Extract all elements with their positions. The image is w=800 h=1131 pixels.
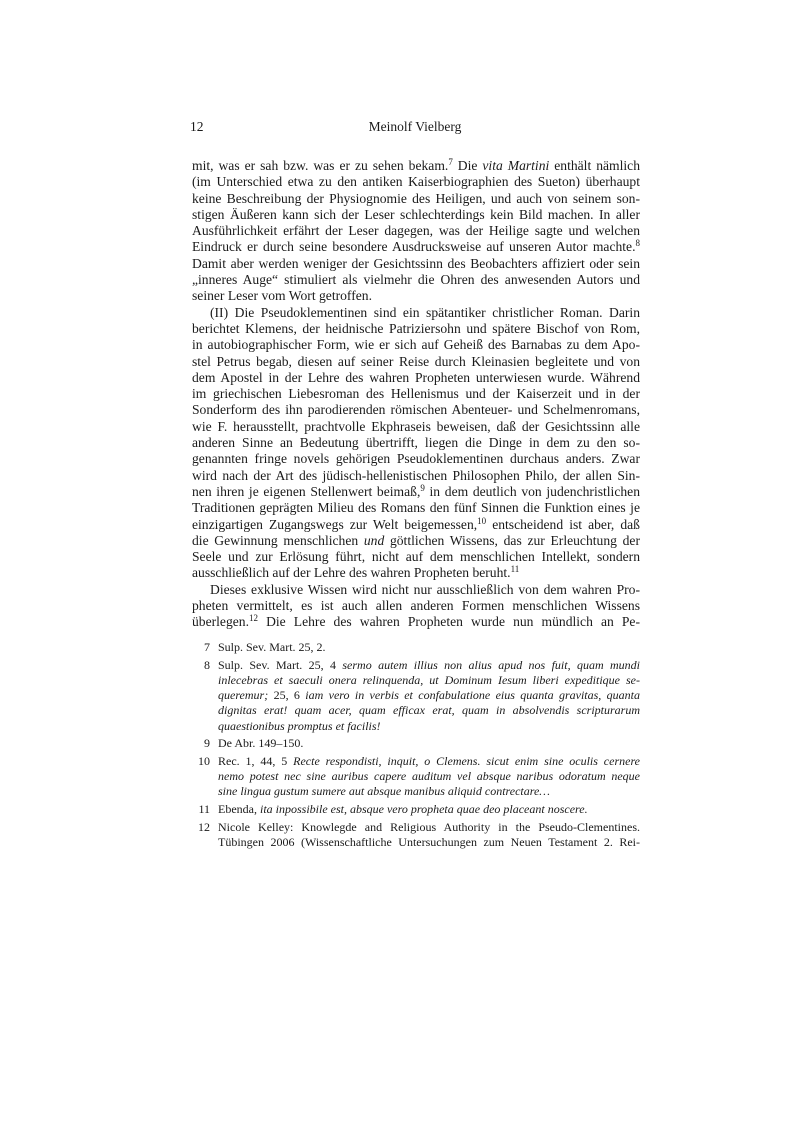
footnote-ref: 12 (249, 613, 258, 624)
paragraph (192, 158, 640, 305)
text-line (192, 191, 640, 207)
footnote-ref: 11 (510, 564, 520, 575)
text-run: Die (452, 158, 483, 173)
footnote-ref: 7 (448, 157, 453, 167)
text-run: genannten fringe novels gehörigen Pseudoklementinen durchaus anders. Zwar (192, 451, 640, 467)
text-run: Ausführlichkeit erfährt der Leser dagegen, was der Heilige sagte und welchen (192, 223, 640, 239)
footnotes (192, 640, 640, 853)
text-run: in dem deutlich von judenchristlichen (424, 483, 640, 499)
text-line (192, 321, 640, 337)
main-text (192, 158, 640, 631)
text-run: überlegen. (192, 614, 249, 630)
text-run: nen ihren je eigenen Stellenwert beimaß, (192, 483, 421, 499)
italic-text: iam vero in verbis et confabulatione eius quanta gravitas, quanta (305, 688, 640, 703)
text-line (192, 223, 640, 239)
text-run: stel Petrus begab, diesen auf seiner Reise durch Kleinasien begleitete und von (192, 353, 640, 369)
text-line (192, 598, 640, 614)
text-line (192, 386, 640, 402)
text-line (192, 288, 640, 304)
footnote-ref: 8 (635, 238, 640, 249)
text-line (192, 239, 640, 255)
text-run: anderen Sinne an Bedeutung übertrifft, liegen die Dinge in dem zu den so- (192, 435, 640, 451)
text-line (192, 419, 640, 435)
footnote-number: 8 (204, 657, 210, 672)
text-line (192, 484, 640, 500)
text-line (192, 158, 640, 174)
footnote-line (218, 769, 640, 784)
text-run: keine Beschreibung der Physiognomie des Heiligen, und auch von seinem son- (192, 190, 640, 206)
footnote-line (218, 703, 640, 718)
text-run: Sulp. Sev. Mart. 25, 2. (218, 640, 326, 654)
footnote-line (218, 820, 640, 835)
footnote (192, 820, 640, 850)
footnote-line (218, 784, 640, 799)
footnote-line (218, 673, 640, 688)
italic-text: quaestionibus promptus et facilis! (218, 718, 381, 733)
text-run: Rec. 1, 44, 5 (218, 754, 294, 769)
footnote-ref: 9 (420, 482, 425, 493)
footnote (192, 658, 640, 734)
text-run: entscheidend ist aber, daß (486, 516, 640, 532)
footnote-line (218, 658, 640, 673)
text-line (192, 305, 640, 321)
footnote-number: 9 (204, 736, 210, 751)
text-line (192, 533, 640, 549)
footnote-line (218, 719, 640, 734)
text-run: Sonderform des ihn parodierenden römischen Abenteuer- und Schelmenromans, (192, 402, 640, 418)
footnote-number: 12 (198, 820, 210, 835)
text-run: im griechischen Liebesroman des Hellenismus und der Kaiserzeit und in der (192, 386, 640, 402)
text-run: stigen Äußeren kann sich der Leser schlechterdings kein Bild machen. In aller (192, 206, 640, 222)
text-line (192, 174, 640, 190)
text-run: Seele und zur Erlösung führt, nicht auf dem menschlichen Intellekt, sondern (192, 549, 640, 565)
text-line (192, 517, 640, 533)
text-run: berichtet Klemens, der heidnische Patriziersohn und spätere Bischof von Rom, (192, 320, 640, 336)
text-line (192, 435, 640, 451)
italic-text: sine lingua gustum sumere aut absque manibus aliquid contrectare… (218, 784, 550, 799)
text-run: Eindruck er durch seine besondere Ausdrucksweise auf unseren Autor machte. (192, 239, 636, 255)
italic-text: vita Martini (482, 158, 550, 173)
text-run: Traditionen geprägten Milieu des Romans den fünf Sinnen die Funktion eines je (192, 500, 640, 516)
italic-text: dignitas erat! quam acer, quam efficax erat, quam in absolvendis scripturarum (218, 703, 640, 718)
text-run: wird nach der Art des jüdisch-hellenistischen Philosophen Philo, der allen Sin- (192, 467, 640, 483)
text-run: Die Lehre des wahren Propheten wurde nun mündlich an Pe- (258, 614, 640, 630)
footnote (192, 754, 640, 800)
text-line (192, 337, 640, 353)
text-line (192, 565, 640, 581)
text-run: Tübingen 2006 (Wissenschaftliche Untersuchungen zum Neuen Testament 2. Rei- (218, 835, 640, 850)
italic-text: und (363, 532, 385, 548)
footnote-line (218, 754, 640, 769)
text-run: (im Unterschied etwa zu den antiken Kaiserbiographien des Sueton) überhaupt (192, 174, 640, 190)
text-run: Dieses exklusive Wissen wird nicht nur ausschließlich von dem wahren Pro- (210, 581, 640, 597)
footnote-line (218, 835, 640, 850)
italic-text: nemo potest nec sine auribus capere auditum vel absque naribus odoratum neque (218, 769, 640, 784)
text-line (192, 582, 640, 598)
text-run: Damit aber werden weniger der Gesichtssinn des Beobachters affiziert oder sein (192, 255, 640, 271)
text-line (192, 500, 640, 516)
text-run: 25, 6 (268, 688, 306, 703)
text-line (192, 549, 640, 565)
italic-text: Recte respondisti, inquit, o Clemens. sicut enim sine oculis cernere (293, 754, 641, 769)
footnote (192, 736, 640, 751)
text-run: (II) Die Pseudoklementinen sind ein spätantiker christlicher Roman. Darin (210, 304, 640, 320)
text-run: Sulp. Sev. Mart. 25, 4 (218, 657, 343, 672)
paragraph (192, 305, 640, 582)
text-line (192, 354, 640, 370)
text-run: einzigartigen Zugangswegs zur Welt beigemessen, (192, 516, 478, 532)
text-run: „inneres Auge“ stimuliert als vielmehr die Ohren des anwesenden Autors und (192, 272, 640, 288)
text-run: dem Apostel in der Lehre des wahren Propheten unterwiesen wurde. Während (192, 369, 640, 385)
text-line (192, 272, 640, 288)
text-line (192, 451, 640, 467)
text-run: in autobiographischer Form, wie er sich auf Geheiß des Barnabas zu dem Apo- (192, 337, 640, 353)
footnote (192, 802, 640, 817)
text-line (192, 256, 640, 272)
text-line (192, 370, 640, 386)
text-run: die Gewinnung menschlichen (192, 532, 364, 548)
footnote-number: 11 (198, 802, 210, 817)
text-line (192, 614, 640, 630)
italic-text: inlecebras et saeculi onera relinquenda, ut Dominum Iesum liberi expeditique se- (218, 672, 640, 687)
footnote (192, 640, 640, 655)
italic-text: ita inpossibile est, absque vero propheta quae deo placeant noscere. (259, 802, 588, 817)
footnote-number: 10 (198, 754, 210, 769)
text-run: göttlichen Wissens, das zur Erleuchtung der (384, 532, 640, 548)
text-run: enthält nämlich (549, 158, 640, 173)
text-run: pheten vermittelt, es ist auch allen anderen Formen menschlichen Wissens (192, 598, 640, 614)
italic-text: queremur; (218, 688, 269, 703)
text-run: Nicole Kelley: Knowlegde and Religious Authority in the Pseudo-Clementines. (218, 820, 640, 835)
footnote-line (218, 688, 640, 703)
text-line (192, 402, 640, 418)
footnote-number: 7 (204, 640, 210, 654)
text-run: Ebenda, (218, 802, 260, 817)
footnote-line (218, 802, 640, 817)
text-run: mit, was er sah bzw. was er zu sehen bekam. (192, 158, 449, 173)
italic-text: sermo autem illius non alius apud nos fuit, quam mundi (342, 657, 640, 672)
text-line (192, 207, 640, 223)
text-run: De Abr. 149–150. (218, 736, 304, 751)
paragraph (192, 582, 640, 631)
page-number: 12 (190, 119, 204, 134)
text-run: wie F. herausstellt, prachtvolle Ekphraseis beweisen, daß der Gesichtssinn alle (192, 418, 640, 434)
footnote-ref: 10 (477, 515, 487, 526)
footnote-line (218, 736, 640, 751)
text-run: ausschließlich auf der Lehre des wahren Propheten beruht. (192, 565, 511, 581)
footnote-line (218, 640, 640, 655)
text-line (192, 468, 640, 484)
text-run: seiner Leser vom Wort getroffen. (192, 288, 372, 304)
running-head: Meinolf Vielberg (368, 119, 462, 134)
